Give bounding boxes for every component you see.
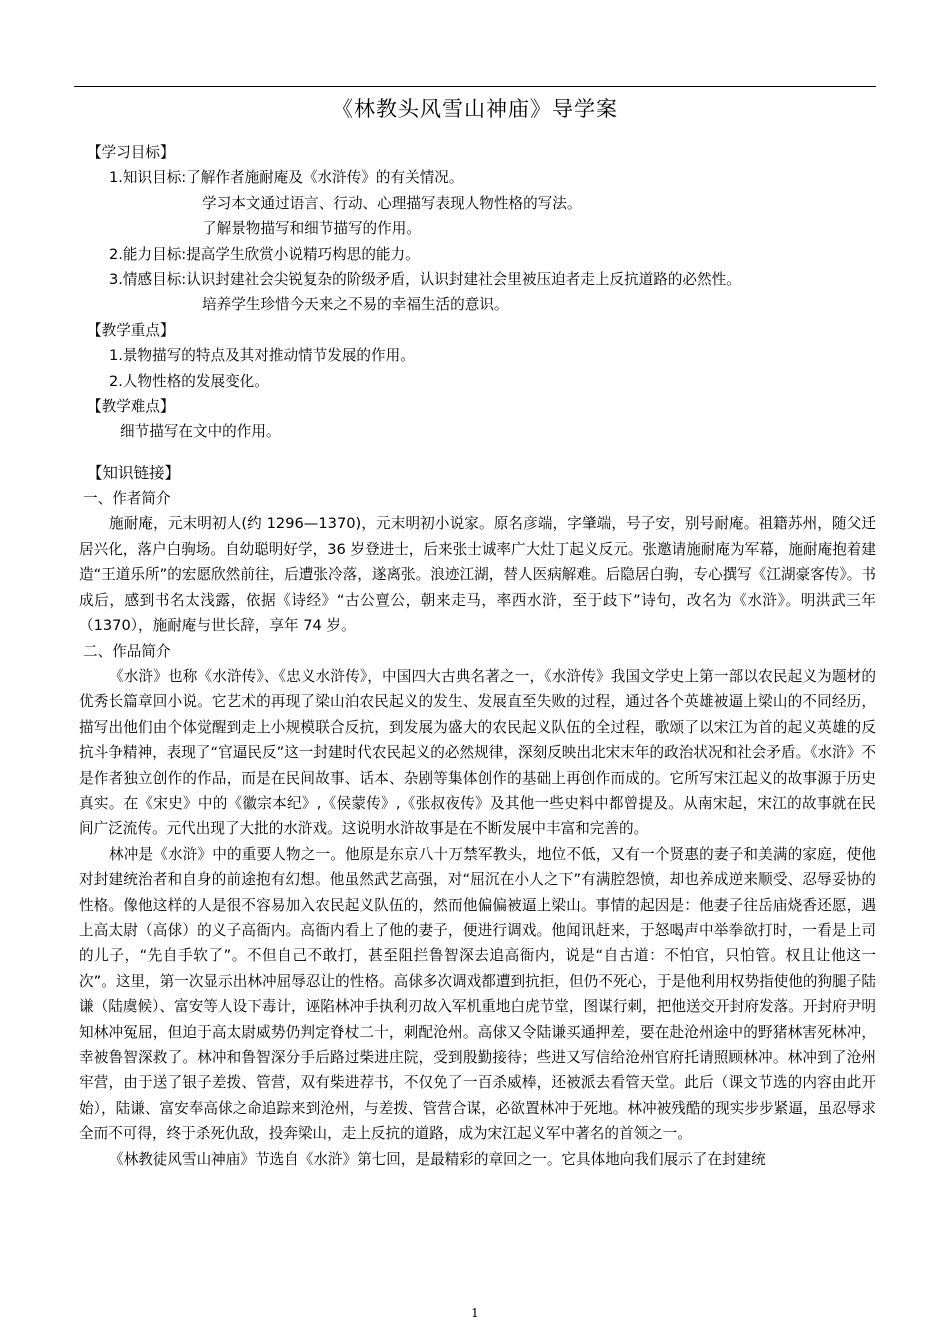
header-rule bbox=[74, 86, 876, 87]
objective-knowledge: 1.知识目标:了解作者施耐庵及《水浒传》的有关情况。 bbox=[109, 169, 464, 187]
objective-emotion-2: 培养学生珍惜今天来之不易的幸福生活的意识。 bbox=[202, 296, 509, 314]
key-point-2: 2.人物性格的发展变化。 bbox=[109, 372, 269, 390]
objectives-heading: 【学习目标】 bbox=[87, 144, 175, 161]
section-gap bbox=[79, 445, 876, 461]
difficulty-text: 细节描写在文中的作用。 bbox=[120, 423, 281, 441]
objective-knowledge-3: 了解景物描写和细节描写的作用。 bbox=[202, 220, 421, 238]
objective-knowledge-2: 学习本文通过语言、行动、心理描写表现人物性格的写法。 bbox=[202, 194, 582, 212]
work-heading: 二、作品简介 bbox=[83, 642, 171, 660]
work-paragraph-1: 《水浒》也称《水浒传》、《忠义水浒传》，中国四大古典名著之一，《水浒传》我国文学史上第一部以农民起义为题材的优秀长篇章回小说。它艺术的再现了梁山泊农民起义的发生、发展直至失败的过程，通过各个英雄被逼上梁山的不同经历，描写出他们由个体觉醒到走上小规模联合反抗，到发展为盛大的农民起义队伍的全过程，歌颂了以宋江为首的起义英雄的反抗斗争精神，表现了“官逼民反”这一封建时代农民起义的必然规律，深刻反映出北宋末年的政治状况和社会矛盾。《水浒》不是作者独立创作的作品，而是在民间故事、话本、杂剧等集体创作的基础上再创作而成的。它所写宋江起义的故事源于历史真实。在《宋史》中的《徽宗本纪》,《侯蒙传》,《张叔夜传》及其他一些史料中都曾提及。从南宋起，宋江的故事就在民间广泛流传。元代出现了大批的水浒戏。这说明水浒故事是在不断发展中丰富和完善的。 bbox=[79, 667, 876, 838]
key-points-heading: 【教学重点】 bbox=[87, 321, 175, 339]
difficulty-heading: 【教学难点】 bbox=[87, 397, 175, 415]
document-body bbox=[79, 140, 876, 1172]
work-paragraph-2: 林冲是《水浒》中的重要人物之一。他原是东京八十万禁军教头，地位不低，又有一个贤惠的妻子和美满的家庭，使他对封建统治者和自身的前途抱有幻想。他虽然武艺高强，对“屈沉在小人之下”有满腔怨愤，却也养成逆来顺受、忍辱妥协的性格。像他这样的人是很不容易加入农民起义队伍的，然而他偏偏被逼上梁山。事情的起因是：他妻子往岳庙烧香还愿，遇上高太尉（高俅）的义子高衙内。高衙内看上了他的妻子，便进行调戏。他闻讯赶来，于怒喝声中举拳欲打时，一看是上司的儿子，“先自手软了”。不但自己不敢打，甚至阻拦鲁智深去追高衙内，说是“自古道：不怕官，只怕管。权且让他这一次”。这里，第一次显示出林冲屈辱忍让的性格。高俅多次调戏都遭到抗拒，但仍不死心，于是他利用权势指使他的狗腿子陆谦（陆虞候）、富安等人设下毒计，诬陷林冲手执利刃故入军机重地白虎节堂，图谋行刺，把他送交开封府发落。开封府尹明知林冲冤屈，但迫于高太尉威势仍判定脊杖二十，刺配沧州。高俅又令陆谦买通押差，要在赴沧州途中的野猪林害死林冲，幸被鲁智深救了。林冲和鲁智深分手后路过柴进庄院，受到殷勤接待；些进又写信给沧州官府托请照顾林冲。林冲到了沧州牢营，由于送了银子差拨、管营，双有柴进荐书，不仅免了一百杀威棒，还被派去看管天堂。此后（课文节选的内容由此开始），陆谦、富安奉高俅之命追踪来到沧州，与差拨、管营合谋，必欲置林冲于死地。林冲被残酷的现实步步紧逼，虽忍辱求全而不可得，终于杀死仇敌，投奔梁山，走上反抗的道路，成为宋江起义军中著名的首领之一。 bbox=[79, 845, 876, 1143]
objective-emotion: 3.情感目标:认识封建社会尖锐复杂的阶级矛盾，认识封建社会里被压迫者走上反抗道路的必然性。 bbox=[109, 270, 741, 288]
key-point-1: 1.景物描写的特点及其对推动情节发展的作用。 bbox=[109, 347, 415, 365]
author-heading: 一、作者简介 bbox=[83, 490, 171, 508]
author-paragraph: 施耐庵，元末明初人(约 1296—1370)，元末明初小说家。原名彦端，字肇端，号子安，别号耐庵。祖籍苏州，随父迁居兴化，落户白驹场。自幼聪明好学，36 岁登进士，后来张士诚率广大灶丁起义反元。张邀请施耐庵为军幕，施耐庵抱着建造“王道乐所”的宏愿欣然前往，后遭张冷落，遂离张。浪迹江湖，替人医病解难。后隐居白驹，专心撰写《江湖豪客传》。书成后，感到书名太浅露，依据《诗经》“古公亶公，朝来走马，率西水浒，至于歧下”诗句，改名为《水浒》。明洪武三年（1370），施耐庵与世长辞，享年 74 岁。 bbox=[79, 515, 876, 635]
objective-ability: 2.能力目标:提高学生欣赏小说精巧构思的能力。 bbox=[109, 245, 420, 263]
work-paragraph-3: 《林教徒风雪山神庙》节选自《水浒》第七回，是最精彩的章回之一。它具体地向我们展示了在封建统 bbox=[109, 1150, 766, 1168]
page-number: 1 bbox=[471, 1306, 479, 1320]
knowledge-link-heading: 【知识链接】 bbox=[87, 463, 181, 482]
page-title: 《林教头风雪山神庙》导学案 bbox=[332, 97, 618, 121]
